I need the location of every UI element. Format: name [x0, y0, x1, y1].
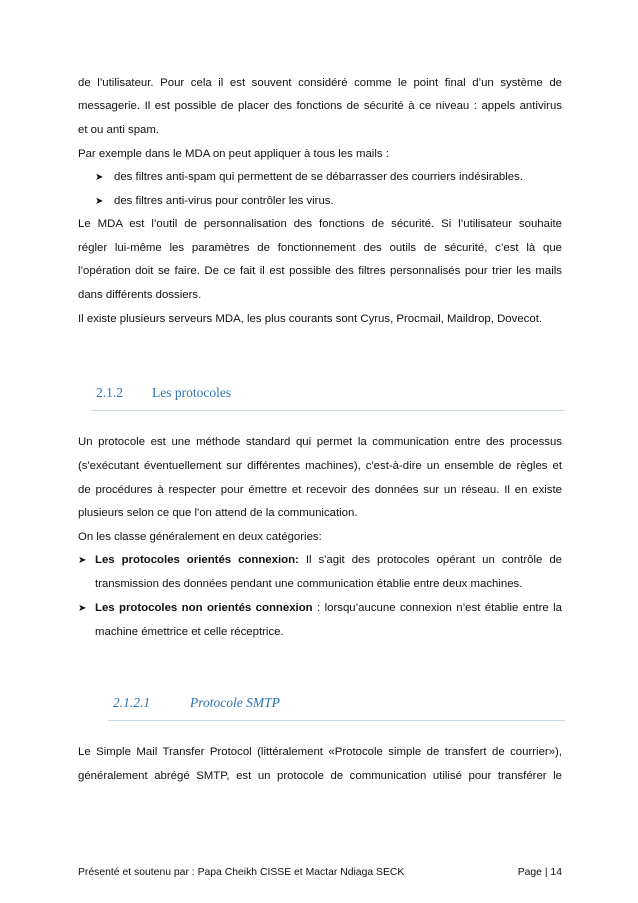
- bullet-bold-term: Les protocoles non orientés connexion: [95, 602, 313, 614]
- bullet-rest: Il s'agit des protocoles opérant un contrôle de: [298, 554, 562, 566]
- body-line: messagerie. Il est possible de placer des fonctions de sécurité à ce niveau : appels antivirus: [78, 100, 562, 112]
- bullet-text: des filtres anti-spam qui permettent de se débarrasser des courriers indésirables.: [114, 171, 523, 183]
- bullet-rest: : lorsqu’aucune connexion n’est établie entre la: [312, 602, 562, 614]
- arrow-bullet-icon: ➤: [95, 196, 104, 207]
- arrow-bullet-icon: ➤: [78, 555, 87, 566]
- body-line: plusieurs selon ce que l'on attend de la communication.: [78, 507, 358, 519]
- body-line: dans différents dossiers.: [78, 289, 202, 301]
- body-line: (s'exécutant éventuellement sur différentes machines), c'est-à-dire un ensemble de règles et: [78, 460, 562, 472]
- heading-title: Protocole SMTP: [190, 695, 280, 710]
- body-line: Par exemple dans le MDA on peut appliquer à tous les mails :: [78, 148, 389, 160]
- bullet-bold-term: Les protocoles orientés connexion:: [95, 554, 299, 566]
- body-line: Il existe plusieurs serveurs MDA, les plus courants sont Cyrus, Procmail, Maildrop, Dovecot.: [78, 313, 543, 325]
- heading-rule: [108, 720, 565, 721]
- arrow-bullet-icon: ➤: [78, 603, 87, 614]
- body-line: Un protocole est une méthode standard qui permet la communication entre des processus: [78, 436, 562, 448]
- bullet-text: [95, 550, 562, 571]
- heading-rule: [91, 410, 565, 411]
- footer-authors: Présenté et soutenu par : Papa Cheikh CISSE et Mactar Ndiaga SECK: [78, 867, 405, 878]
- heading-title: Les protocoles: [152, 385, 232, 400]
- body-line: de procédures à respecter pour émettre et recevoir des données sur un réseau. Il en existe: [78, 484, 562, 496]
- body-line: régler lui-même les paramètres de fonctionnement des outils de sécurité, c’est là que: [78, 242, 562, 254]
- bullet-continuation: transmission des données pendant une communication établie entre deux machines.: [95, 578, 523, 590]
- body-line: et ou anti spam.: [78, 124, 160, 136]
- bullet-text: [95, 598, 562, 619]
- body-line: l’opération doit se faire. De ce fait il est possible des filtres personnalisés pour trier les mails: [78, 265, 562, 277]
- body-line: généralement abrégé SMTP, est un protocole de communication utilisé pour transférer le: [78, 770, 562, 782]
- body-line: On les classe généralement en deux catégories:: [78, 531, 322, 543]
- body-line: Le Simple Mail Transfer Protocol (littéralement «Protocole simple de transfert de courrier»),: [78, 746, 562, 758]
- footer-page-number: Page | 14: [517, 867, 562, 878]
- bullet-continuation: machine émettrice et celle réceptrice.: [95, 626, 284, 638]
- heading-number: 2.1.2.1: [113, 695, 151, 710]
- body-line: de l’utilisateur. Pour cela il est souvent considéré comme le point final d’un système de: [78, 77, 562, 89]
- bullet-text: des filtres anti-virus pour contrôler les virus.: [114, 195, 334, 207]
- heading-number: 2.1.2: [96, 385, 123, 400]
- arrow-bullet-icon: ➤: [95, 172, 104, 183]
- body-line: Le MDA est l’outil de personnalisation des fonctions de sécurité. Si l’utilisateur souhaite: [78, 218, 562, 230]
